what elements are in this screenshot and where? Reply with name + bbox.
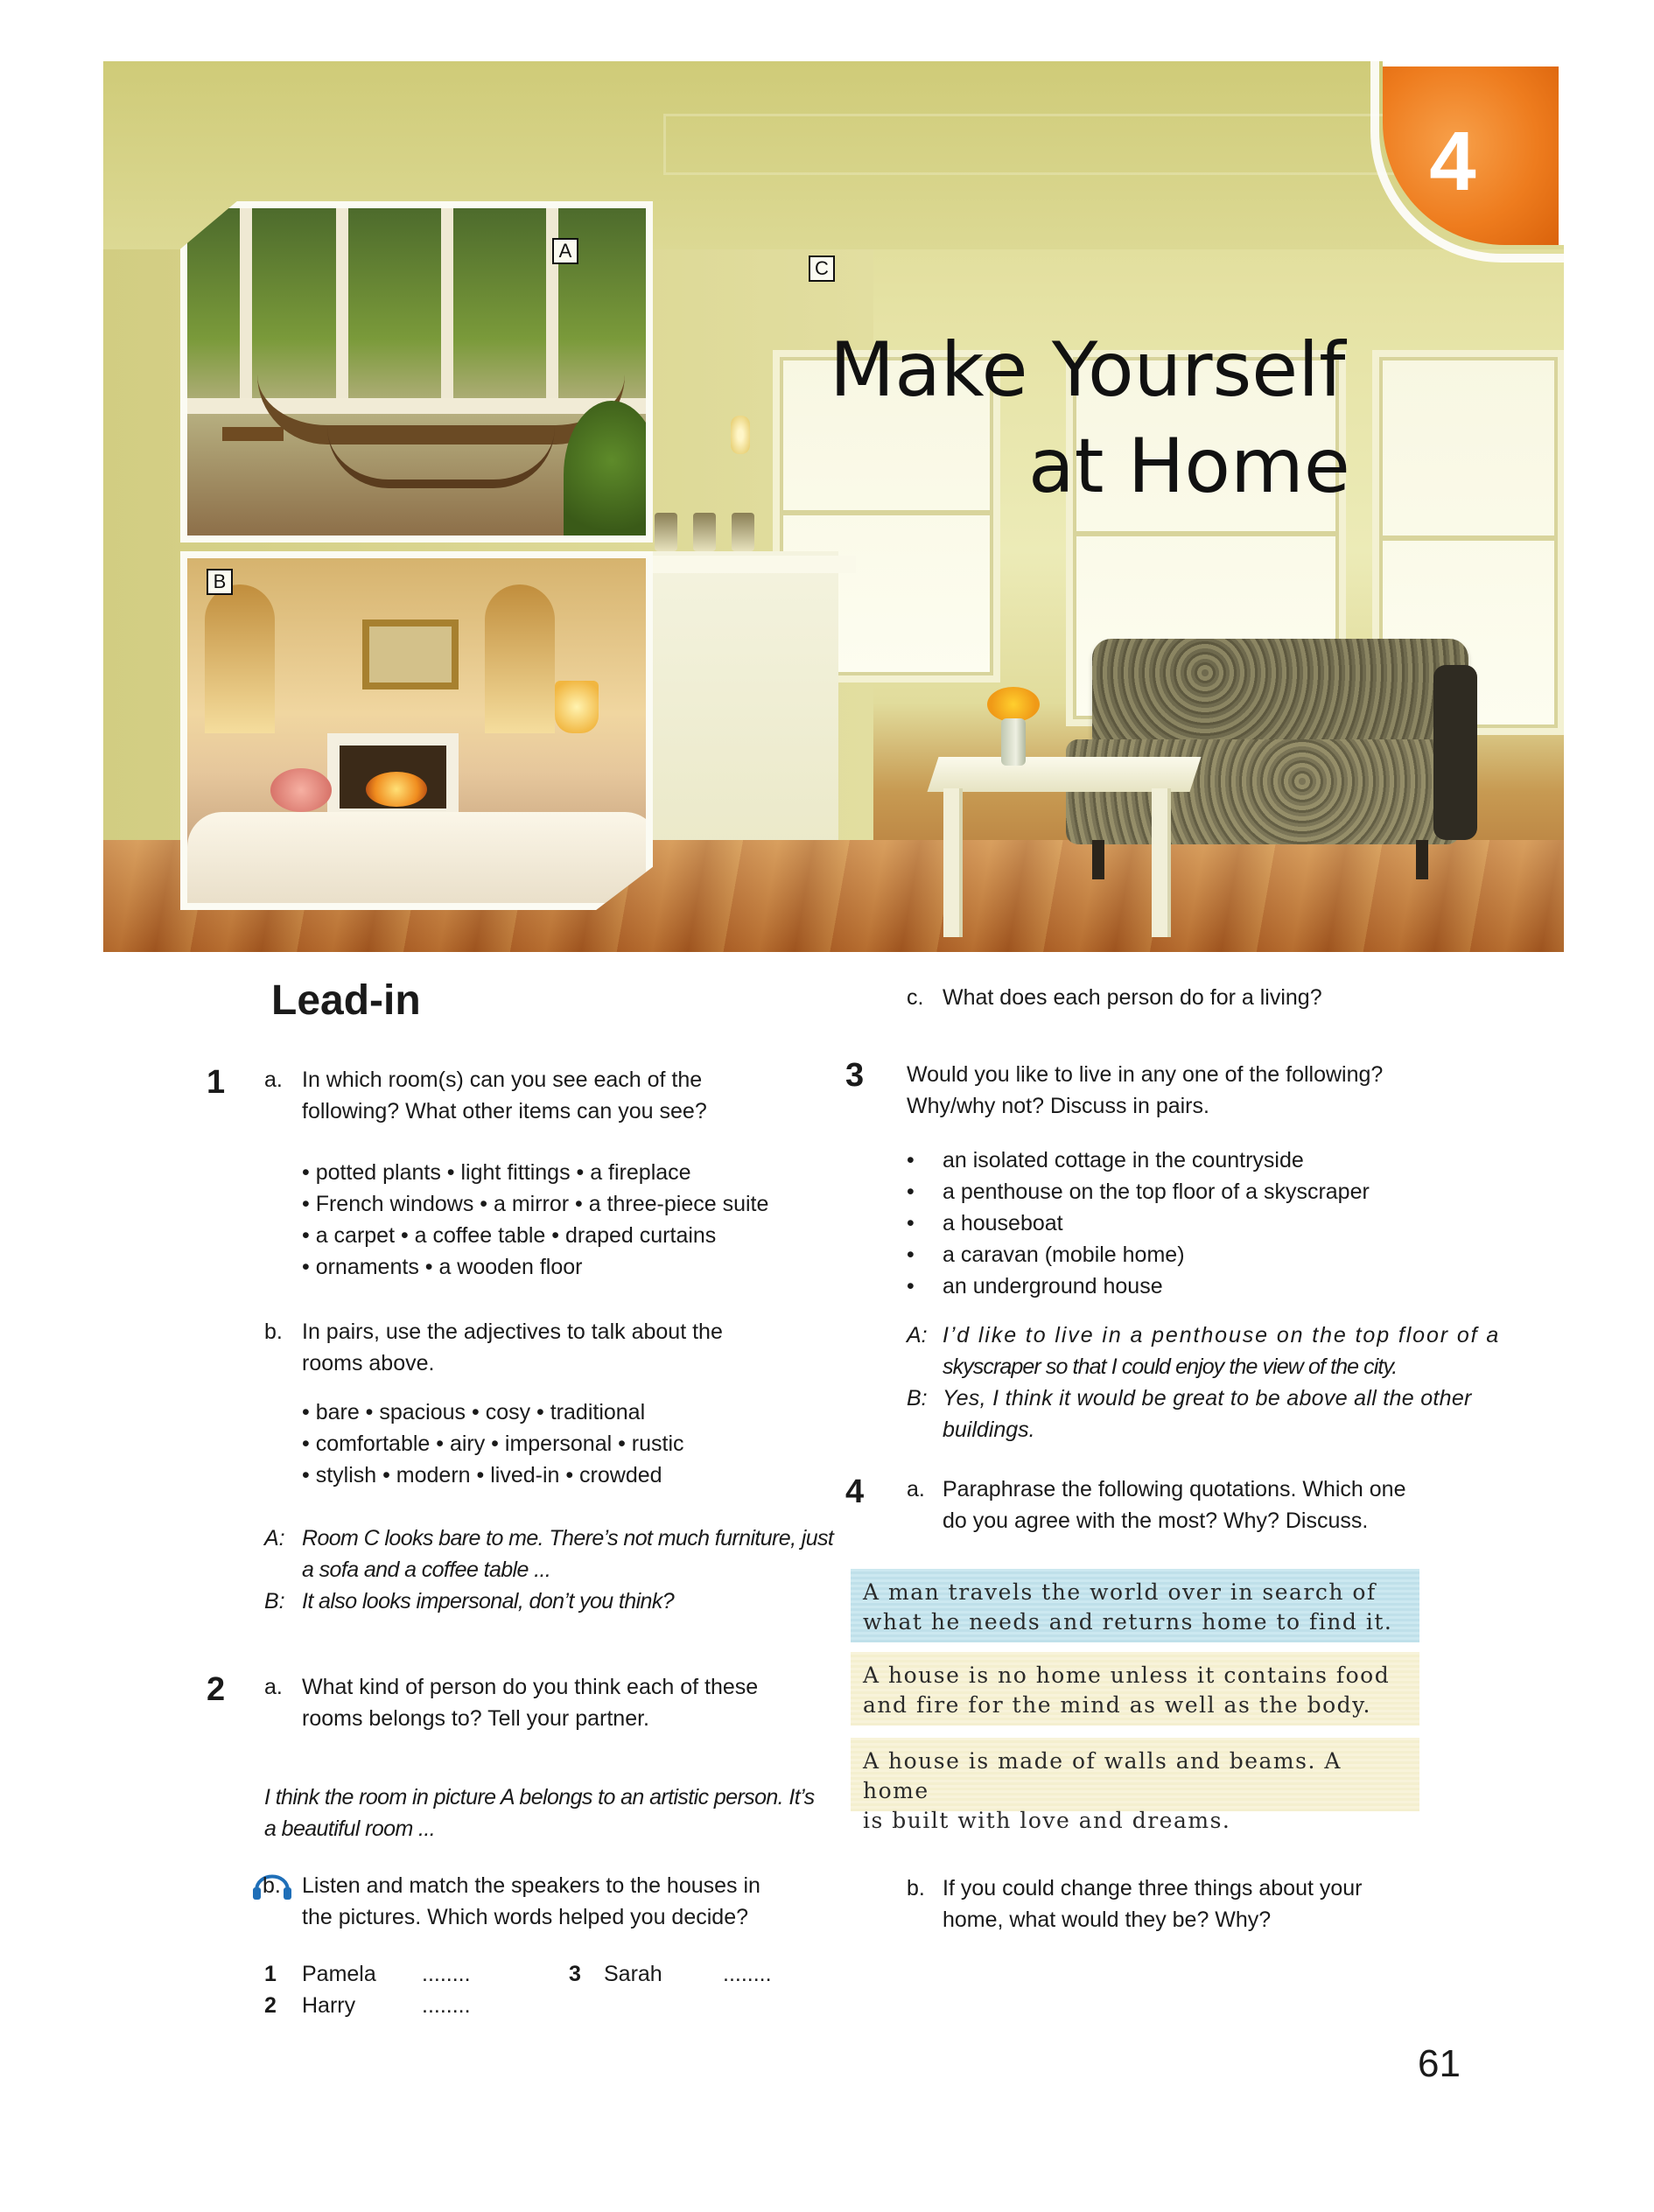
exercise-4b-instruction-line-2: home, what would they be? Why? <box>943 1908 1272 1932</box>
unit-number: 4 <box>1429 115 1476 208</box>
quotation-line: A house is made of walls and beams. A home <box>863 1748 1342 1803</box>
exercise-number-2: 2 <box>207 1671 226 1708</box>
exercise-2a-letter: a. <box>264 1675 283 1699</box>
page-number: 61 <box>1418 2042 1461 2085</box>
speaker-number: 1 <box>264 1962 277 1986</box>
adjectives-line: • comfortable • airy • impersonal • rustic <box>302 1432 684 1456</box>
exercise-2a-instruction-line-1: What kind of person do you think each of these <box>302 1675 759 1699</box>
quotation-box <box>851 1569 1419 1642</box>
example-answer-line-2: a beautiful room ... <box>264 1816 436 1841</box>
exercise-4b-instruction-line-1: If you could change three things about your <box>943 1876 1363 1900</box>
fireplace-mantel <box>628 551 838 849</box>
exercise-1a-instruction-line-2: following? What other items can you see? <box>302 1099 707 1124</box>
exercise-2b-instruction-line-1: Listen and match the speakers to the houses in <box>302 1873 760 1898</box>
housing-option: a houseboat <box>943 1211 1063 1236</box>
adjectives-line: • bare • spacious • cosy • traditional <box>302 1400 646 1424</box>
vocabulary-items-line: • French windows • a mirror • a three-piece suite <box>302 1192 769 1216</box>
exercise-2b-instruction-line-2: the pictures. Which words helped you decide? <box>302 1905 749 1929</box>
housing-option: a caravan (mobile home) <box>943 1242 1185 1267</box>
photo-b-living-room <box>180 551 653 910</box>
exercise-1b-instruction-line-2: rooms above. <box>302 1351 435 1376</box>
candles <box>655 499 760 551</box>
dialogue-line: It also looks impersonal, don’t you think? <box>302 1589 675 1614</box>
quotation-line: A house is no home unless it contains food <box>863 1662 1391 1688</box>
vocabulary-items-line: • ornaments • a wooden floor <box>302 1255 583 1279</box>
dialogue-line: Yes, I think it would be great to be above all the other <box>943 1386 1472 1410</box>
wall-sconce <box>731 416 750 454</box>
speaker-number: 3 <box>569 1962 581 1986</box>
bullet-icon: • <box>907 1148 915 1172</box>
exercise-1a-letter: a. <box>264 1068 283 1092</box>
exercise-4a-letter: a. <box>907 1477 925 1502</box>
answer-blank[interactable]: ........ <box>422 1993 471 2018</box>
dialogue-line: a sofa and a coffee table ... <box>302 1558 551 1582</box>
exercise-number-4: 4 <box>845 1474 865 1510</box>
vocabulary-items-line: • potted plants • light fittings • a fireplace <box>302 1160 691 1185</box>
dialogue-line: Room C looks bare to me. There’s not much furniture, just <box>302 1526 834 1550</box>
bullet-icon: • <box>907 1211 915 1236</box>
bullet-icon: • <box>907 1274 915 1298</box>
unit-title-line-2: at Home <box>1028 423 1350 510</box>
picture-label-b: B <box>207 569 233 595</box>
picture-label-a: A <box>552 238 578 264</box>
bullet-icon: • <box>907 1180 915 1204</box>
unit-title-line-1: Make Yourself <box>830 326 1346 414</box>
answer-blank[interactable]: ........ <box>723 1962 772 1986</box>
dialogue-line: buildings. <box>943 1418 1035 1442</box>
exercise-1b-letter: b. <box>264 1320 283 1344</box>
coffee-table <box>933 757 1195 949</box>
ceiling-beam <box>663 114 1451 175</box>
housing-option: a penthouse on the top floor of a skyscraper <box>943 1180 1370 1204</box>
example-answer-line-1: I think the room in picture A belongs to an artistic person. It’s <box>264 1785 815 1810</box>
dialogue-speaker: A: <box>907 1323 928 1348</box>
exercise-number-3: 3 <box>845 1057 865 1094</box>
vocabulary-items-line: • a carpet • a coffee table • draped curtains <box>302 1223 717 1248</box>
exercise-2b-letter: b. <box>263 1873 281 1898</box>
dialogue-line: I’d like to live in a penthouse on the top floor of a <box>943 1323 1501 1348</box>
speaker-number: 2 <box>264 1993 277 2018</box>
flower-vase <box>996 687 1031 766</box>
photo-a-hammock-room <box>180 201 653 542</box>
answer-blank[interactable]: ........ <box>422 1962 471 1986</box>
exercise-2c-letter: c. <box>907 985 924 1010</box>
quotation-line: what he needs and returns home to find it. <box>863 1609 1393 1634</box>
exercise-3-instruction-line-1: Would you like to live in any one of the following? <box>907 1062 1384 1087</box>
picture-label-c: C <box>809 256 835 282</box>
speaker-name: Pamela <box>302 1962 376 1986</box>
dialogue-speaker: B: <box>264 1589 285 1614</box>
exercise-number-1: 1 <box>207 1064 226 1101</box>
exercise-4a-instruction-line-2: do you agree with the most? Why? Discuss. <box>943 1508 1369 1533</box>
exercise-1a-instruction-line-1: In which room(s) can you see each of the <box>302 1068 703 1092</box>
exercise-3-instruction-line-2: Why/why not? Discuss in pairs. <box>907 1094 1209 1118</box>
housing-option: an underground house <box>943 1274 1163 1298</box>
exercise-2a-instruction-line-2: rooms belongs to? Tell your partner. <box>302 1706 649 1731</box>
section-heading-lead-in: Lead-in <box>271 977 421 1024</box>
exercise-2c-question: What does each person do for a living? <box>943 985 1322 1010</box>
dialogue-speaker: B: <box>907 1386 928 1410</box>
quotation-box <box>851 1652 1419 1726</box>
housing-option: an isolated cottage in the countryside <box>943 1148 1304 1172</box>
exercise-4b-letter: b. <box>907 1876 925 1900</box>
quotation-line: and fire for the mind as well as the body. <box>863 1692 1371 1718</box>
bullet-icon: • <box>907 1242 915 1267</box>
exercise-1b-instruction-line-1: In pairs, use the adjectives to talk about the <box>302 1320 723 1344</box>
speaker-name: Sarah <box>604 1962 662 1986</box>
adjectives-line: • stylish • modern • lived-in • crowded <box>302 1463 662 1488</box>
quotation-line: is built with love and dreams. <box>863 1808 1231 1833</box>
dialogue-line: skyscraper so that I could enjoy the view of the city. <box>943 1354 1398 1379</box>
dialogue-speaker: A: <box>264 1526 285 1550</box>
exercise-4a-instruction-line-1: Paraphrase the following quotations. Which one <box>943 1477 1406 1502</box>
speaker-name: Harry <box>302 1993 356 2018</box>
quotation-box <box>851 1738 1419 1833</box>
quotation-line: A man travels the world over in search of <box>863 1579 1377 1605</box>
